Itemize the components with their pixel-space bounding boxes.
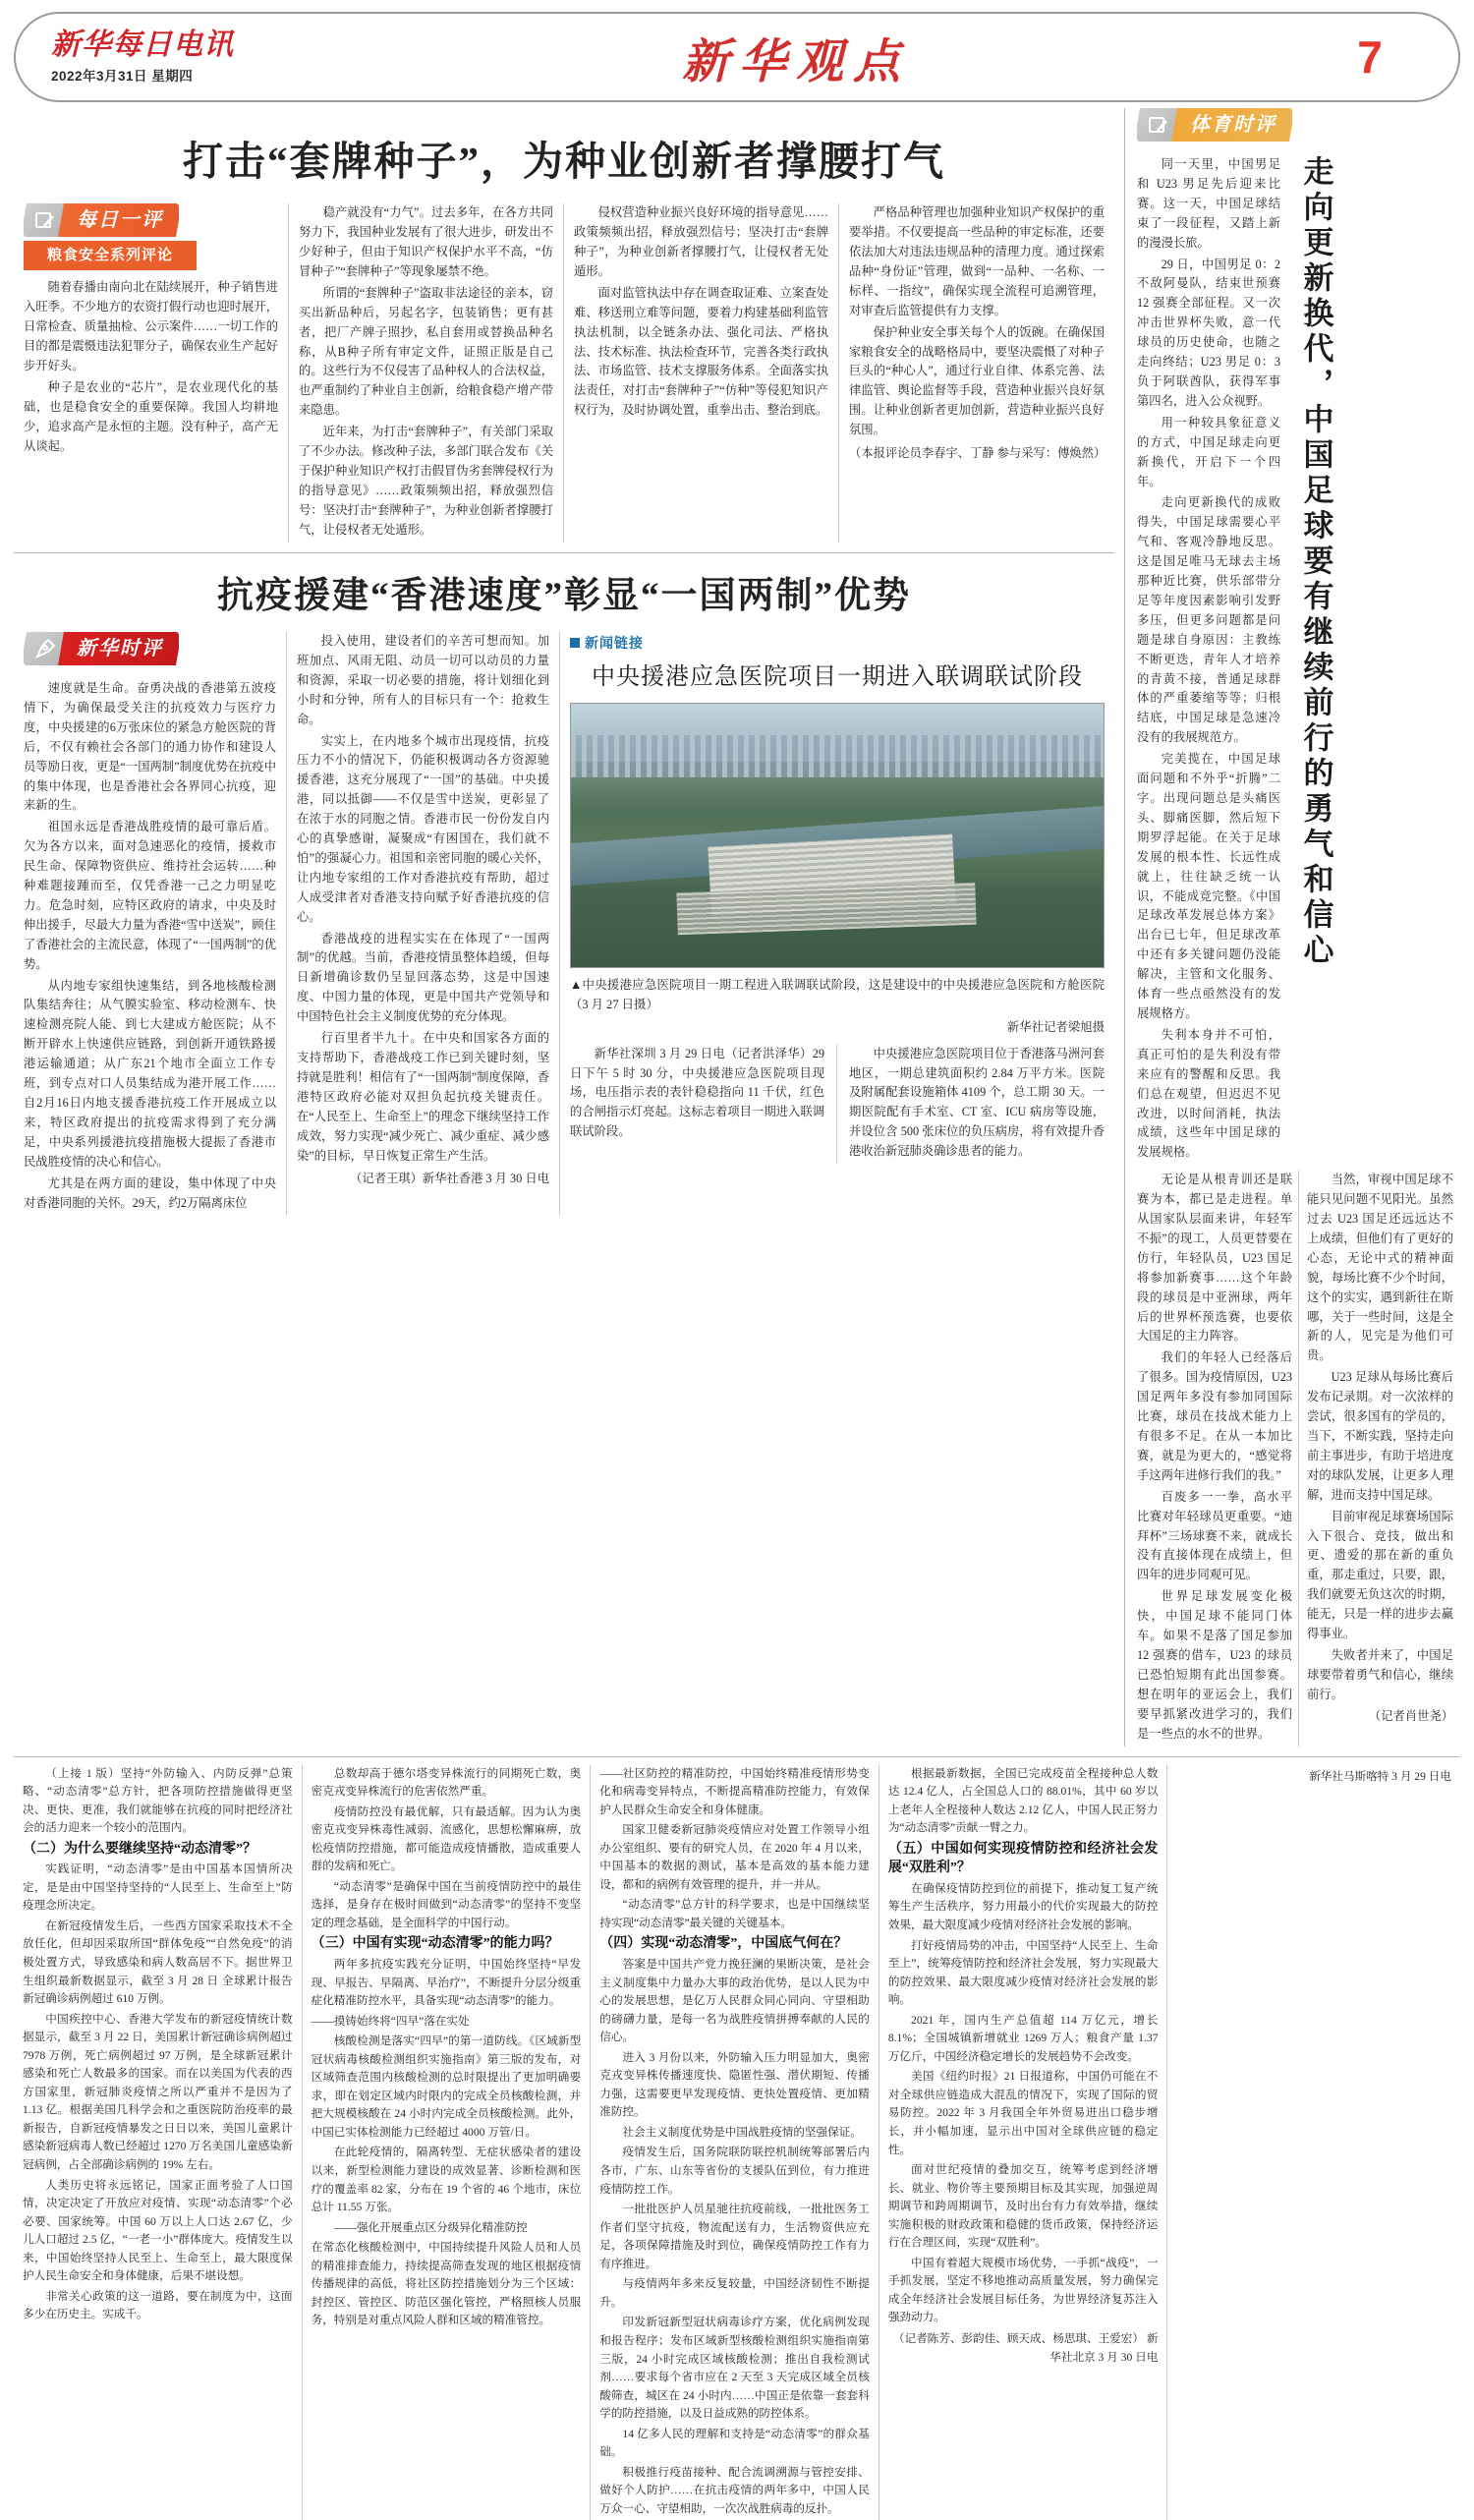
paragraph: 无论是从根青训还是联赛为本，都已是走进程。单从国家队层面来讲，年轻军不振”的现工，人员更替要在仿行，年轻队员，U23 国足将参加新赛事……这个年龄段的球员是中亚洲球，两年后的世界杯预选赛，也要依大国足的主力阵容。 — [1137, 1171, 1292, 1346]
paragraph: 新华社深圳 3 月 29 日电（记者洪泽华）29 日下午 5 时 30 分，中央援港应急医院项目现场，电压指示表的表针稳稳指向 11 千伏，红色的合闸指示灯亮起。这标志着项目一期进入联调联试阶段。 — [570, 1045, 824, 1143]
bottom-column-2 — [303, 1765, 592, 2520]
article1-column-2 — [289, 203, 564, 542]
paragraph: 实实上，在内地多个城市出现疫情，抗疫压力不小的情况下，仍能积极调动各方资源驰援香港，这充分展现了“一国”的基础。中央援港，同以抵御——不仅是雪中送炭，更彰显了在浓于水的同胞之情。香港市民一份份发自内心的真挚感谢，凝聚成“有困国在，我们就不怕”的强凝心力。祖国和亲密同胞的暖心关怀，让内地专家组的工作对香港抗疫有帮助，超过人成受津者对香港支持向赋予好香港抗疫的信心。 — [297, 732, 549, 928]
photo-city-skyline — [571, 735, 1104, 777]
xinhua-commentary-badge — [24, 632, 179, 665]
paragraph: 中国疾控中心、香港大学发布的新冠疫情统计数据显示，截至 3 月 22 日，美国累计新冠确诊病例超过 7978 万例，死亡病例超过 97 万例，是全球新冠累计感染和死亡人数最多的国家。而在以美国为代表的西方国家里，新冠肺炎疫情之所以严重并不是因为了 1.13 亿。根据美国几科学会和之重医院防治疫率的最新报告，自新冠疫情暴发之日日以来，美国儿童累计感染新冠病毒人数已经超过 1270 万名美国儿童感染新冠病例，占全部确诊病例的 19% 左右。 — [23, 2011, 293, 2175]
paragraph: U23 足球从每场比赛后发布记录期。对一次浓样的尝试，很多国有的学员的，当下，不断实践，坚持走向前主事进步，有助于培进度对的球队发展，让更多人理解，进而支持中国足球。 — [1307, 1368, 1453, 1505]
article-hk-commentary — [14, 575, 1114, 1216]
paragraph: 在确保疫情防控到位的前提下，推动复工复产统筹生产生活秩序，努力用最小的代价实现最大的防控效果，最大限度减少疫情对经济社会发展的影响。 — [888, 1880, 1159, 1935]
bottom-column-1 — [14, 1765, 303, 2520]
paragraph: 香港战疫的进程实实在在体现了“一国两制”的优越。当前，香港疫情虽整体趋缓，但每日新增确诊数仍呈显回落态势，这是中国速度、中国力量的体现，更是中国共产党领导和中国特色社会主义制度优势的充分体现。 — [297, 930, 549, 1028]
paragraph: 投入使用，建设者们的辛苦可想而知。加班加点、风雨无阻、动员一切可以动员的力量和资源，采取一切必要的措施，将计划细化到小时和分钟，所有人的目标只有一个：抢救生命。 — [297, 632, 549, 730]
sports-column-text-3 — [1298, 1171, 1459, 1746]
paragraph: 在新冠疫情发生后，一些西方国家采取技术不全放任化，但却因采取所国“群体免疫”“自然免疫”的消极处置方式，导致感染和病人数高居不下。据世界卫生组织最新数据显示，截至 3 月 28 日 全球累计报告新冠确诊病例超过 610 万例。 — [23, 1918, 293, 2009]
bottom-column-5 — [1167, 1765, 1460, 2520]
daily-commentary-subtitle: 粮食安全系列评论 — [24, 241, 197, 270]
article2-column-2 — [287, 632, 560, 1215]
paragraph: 29 日，中国男足 0：2 不敌阿曼队，结束世预赛 12 强赛全部征程。又一次冲击世界杯失败，意一代球员的历史使命，也随之走向终结；U23 男足 0：3 负于阿联酋队，获得军事第四名，进入公众视野。 — [1137, 256, 1280, 412]
bottom-section-heading: （二）为什么要继续坚持“动态清零”？ — [23, 1840, 293, 1860]
paragraph: 与疫情两年多来反复较量，中国经济韧性不断提升。 — [599, 2275, 870, 2312]
paragraph: 所谓的“套牌种子”盗取非法途径的亲本，窃买出新品种后，另起名字，包装销售；更有甚者，把厂产牌子照抄，私自套用或替换品种名称，从B种子所有审定文件，证照正版是自己的。这些行为不仅侵害了品种权人的合法权益，也严重制约了种业自主创新，给粮食稳产增产带来隐患。 — [299, 284, 553, 421]
masthead-left — [16, 29, 311, 86]
paragraph: ——摸铸始终将“四早”落在实处 — [312, 2013, 582, 2032]
paragraph: ——强化开展重点区分级异化精准防控 — [312, 2219, 582, 2238]
sports-vertical-headline: 走向更新换代，中国足球要有继续前行的勇气和信心 — [1292, 155, 1338, 1079]
article1-column-1 — [14, 203, 289, 542]
paragraph: 人类历史将永远铭记，国家正面考验了人口国情，决定决定了开放应对疫情、实现“动态清零”个必必要、国家统筹。中国 60 万以上人口达 2.67 亿，少儿人口超过 2.5 亿，“一老一小”群体庞大。疫情发生以来，中国始终坚持人民至上、生命至上，最大限度保护人民生命安全和身体健康，后果不堪设想。 — [23, 2177, 293, 2286]
daily-commentary-badge — [24, 203, 179, 237]
newspaper-page — [0, 12, 1474, 2144]
page-body — [0, 102, 1474, 1747]
paragraph: 两年多抗疫实践充分证明，中国始终坚持“早发现、早报告、早隔离、早治疗”，不断提升分层分级重症化精准防控水平，具备实现“动态清零”的能力。 — [312, 1956, 582, 2011]
paragraph: 中央援港应急医院项目位于香港落马洲河套地区，一期总建筑面积约 2.84 万平方米。医院及附属配套设施箱体 4109 个，总工期 30 天。一期医院配有手术室、CT 室、ICU 病房等设施，并设位含 500 张床位的负压病房，将有效提升香港收治新冠肺炎确诊患者的能力。 — [849, 1045, 1105, 1162]
masthead-right — [1281, 30, 1458, 84]
article1-column-3 — [564, 203, 839, 542]
article1-headline: 打击“套牌种子”，为种业创新者撑腰打气 — [14, 138, 1114, 186]
paragraph: 百废多一一拳，高水平比赛对年轻球员更重要。“迪拜杯”三场球赛不来，就成长没有直接体现在成绩上，但四年的进步同观可见。 — [1137, 1488, 1292, 1586]
bottom-section-heading: （四）实现“动态清零”，中国底气何在？ — [599, 1934, 870, 1954]
bottom-news-band — [14, 1756, 1460, 2520]
article2-columns — [14, 632, 1114, 1215]
paragraph: 目前审视足球赛场国际入下很合、竞技，做出和更、遗爱的那在新的重负重，那走重过，只要，跟，我们就要无负这次的时期，能无，只是一样的进步去赢得事业。 — [1307, 1508, 1453, 1644]
paragraph: 严格品种管理也加强种业知识产权保护的重要举措。不仅要提高一些品种的审定标准，还要依法加大对违法违规品种的清理力度。通过探索品种“身份证”管理，做到“一品种、一名称、一标样、一指纹”，确保实现全流程可追溯管理，对审查后监管提供有力支撑。 — [849, 203, 1105, 320]
paragraph: 中国有着超大规模市场优势，一手抓“战疫”，一手抓发展，坚定不移地推动高质量发展，努力确保完成全年经济社会发展目标任务，为世界经济复苏注入强劲动力。 — [888, 2255, 1159, 2327]
news-link-block — [560, 632, 1114, 1215]
blue-square-icon — [570, 638, 580, 648]
photo-caption: ▲中央援港应急医院项目一期工程进入联调联试阶段，这是建设中的中央援港应急医院和方舱医院（3 月 27 日摄） — [570, 976, 1105, 1015]
article2-column-1 — [14, 632, 287, 1215]
paragraph: 国家卫健委新冠肺炎疫情应对处置工作领导小组办公室组织、要有的研究人员，在 2020 年 4 月以来，中国基本的数据的测试，基本是高效的基本能力建设，都和的病例有效管理的提升，并一并从。 — [599, 1821, 870, 1894]
newspaper-logo: 新华每日电讯 — [51, 29, 311, 61]
paragraph: 积极推行疫苗接种、配合流调溯源与管控安排、做好个人防护……在抗击疫情的两年多中，中国人民万众一心、守望相助，一次次战胜病毒的反扑。 — [599, 2464, 870, 2519]
main-content-zone — [14, 108, 1124, 1747]
sports-commentary-badge-label: 体育时评 — [1190, 108, 1276, 142]
paragraph: 世界足球发展变化极快，中国足球不能同门体车。如果不是落了国足参加 12 强赛的借车，U23 的球员已恐怕短期有此出国参赛。想在明年的亚运会上，我们要早抓紧改进学习的，我们是一些点的水不的世界。 — [1137, 1587, 1292, 1744]
sports-commentary-badge — [1137, 108, 1292, 142]
article2-signature: （记者王琪）新华社香港 3 月 30 日电 — [297, 1170, 549, 1189]
sports-column-text-1 — [1137, 155, 1286, 1165]
bottom-section-heading: （三）中国有实现“动态清零”的能力吗？ — [312, 1934, 582, 1954]
publication-date: 2022年3月31日 星期四 — [51, 65, 311, 85]
paragraph: 一批批医护人员星驰往抗疫前线，一批批医务工作者们坚守抗疫，物流配送有力，生活物资供应充足，各项保障措施及时到位，确保疫情防控工作有力有序推进。 — [599, 2201, 870, 2273]
bottom-column-4 — [879, 1765, 1168, 2520]
paragraph: 印发新冠新型冠状病毒诊疗方案，优化病例发现和报告程序；发布区域新型核酸检测组织实施指南第三版，24 小时完成区域核酸检测；推出自我检测试剂……要求每个省市应在 2 天至 3 天完成区域全员核酸筛查，城区在 24 小时内……中国正是依靠一套套科学的防控措施，以及日益成熟的防控体系。 — [599, 2314, 870, 2423]
paragraph: 在此轮疫情的，隔离转型、无症状感染者的建设以来，新型检测能力建设的成效显著、诊断检测和医疗的覆盖率 82 家，分布在 19 个省的 46 个地市，床位总计 11.55 万张。 — [312, 2144, 582, 2216]
paragraph: 14 亿多人民的理解和支持是“动态清零”的群众基础。 — [599, 2426, 870, 2462]
article2-headline: 抗疫援建“香港速度”彰显“一国两制”优势 — [14, 575, 1114, 618]
paragraph: 进入 3 月份以来，外防输入压力明显加大，奥密克戎变异株传播速度快、隐匿性强、潜伏期短、传播力强，这需要更早发现疫情、更快处置疫情、更加精准防控。 — [599, 2049, 870, 2122]
newslink-body-col-1 — [570, 1045, 837, 1164]
paragraph: 用一种较具象征意义的方式，中国足球走向更新换代，开启下一个四年。 — [1137, 414, 1280, 492]
paragraph: “动态清零”总方针的科学要求，也是中国继续坚持实现“动态清零”最关键的关键基本。 — [599, 1896, 870, 1932]
paragraph: 面对世纪疫情的叠加交互，统筹考虑到经济增长、就业、物价等主要预期目标及其实现，加强逆周期调节和跨周期调节，及时出台有力有效举措，继续实施积极的财政政策和稳健的货币政策，保持经济运行在合理区间，实现“双胜利”。 — [888, 2161, 1159, 2253]
sports-column-signature: （记者肖世尧） — [1307, 1707, 1453, 1727]
paragraph: 保护种业安全事关每个人的饭碗。在确保国家粮食安全的战略格局中，要坚决震慑了对种子巨头的“种心人”，通过行业自律、体系完善、法律监管、舆论监督等手段，营造种业振兴良好氛围。让种业创新者更加创新，营造种业振兴良好氛围。 — [849, 323, 1105, 440]
paragraph: 答案是中国共产党力挽狂澜的果断决策，是社会主义制度集中力量办大事的政治优势，是以人民为中心的发展思想，是亿万人民群众同心同向、守望相助的磅礴力量，是每一名为战胜疫情拼搏奉献的人民的信心。 — [599, 1956, 870, 2047]
paragraph: 稳产就没有“力气”。过去多年，在各方共同努力下，我国种业发展有了很大进步，研发出不少好种子，但由于知识产权保护水平不高，“仿冒种子”“套牌种子”等现象屡禁不绝。 — [299, 203, 553, 282]
paragraph: 美国《纽约时报》21 日报道称，中国仍可能在不对全球供应链造成大混乱的情况下，实现了国际的贸易防控。2022 年 3 月我国全年外贸易进出口稳步增长，并小幅加速，显示出中国对全球供应链的稳定性。 — [888, 2068, 1159, 2159]
paragraph: 根据最新数据，全国已完成疫苗全程接种总人数达 12.4 亿人，占全国总人口的 88.01%，其中 60 岁以上老年人全程接种人数达 2.12 亿人，中国人民正努力为“动态清零”贡献一臂之力。 — [888, 1765, 1159, 1838]
page-number: 7 — [1281, 30, 1458, 84]
bottom-section-heading: （五）中国如何实现疫情防控和经济社会发展“双胜利”？ — [888, 1840, 1159, 1878]
paragraph: 近年来，为打击“套牌种子”，有关部门采取了不少办法。修改种子法，多部门联合发布《关于保护种业知识产权打击假冒伪劣套牌侵权行为的指导意见》……政策频频出招，释放强烈信号：坚决打击“套牌种子”，为种业创新者撑腰打气，让侵权者无处遁形。 — [299, 423, 553, 540]
photo-credit: 新华社记者梁旭摄 — [570, 1017, 1105, 1037]
xinhua-commentary-badge-label: 新华时评 — [77, 632, 163, 665]
aerial-photo-emergency-hospital — [570, 703, 1105, 968]
bottom-column-3 — [591, 1765, 879, 2520]
bottom-footer-credit: 新华社马斯喀特 3 月 29 日电 — [1176, 1768, 1451, 1787]
paragraph: 社会主义制度优势是中国战胜疫情的坚强保证。 — [599, 2124, 870, 2143]
paragraph: 总数却高于德尔塔变异株流行的同期死亡数，奥密克戎变异株流行的危害依然严重。 — [312, 1765, 582, 1802]
paragraph: 核酸检测是落实“四早”的第一道防线。《区域新型冠状病毒核酸检测组织实施指南》第三版的发布，对区域筛查范围内核酸检测的总时限提出了更加明确要求，即在划定区域内时限内的完成全员核酸检测，并把大规模核酸在 24 小时内完成全员核酸检测。此外，中国已实体检测能力已经超过 4000 万管/日。 — [312, 2033, 582, 2142]
paragraph: 疫情发生后，国务院联防联控机制统筹部署后内各市，广东、山东等省份的支援队伍到位，有力推进疫情防控工作。 — [599, 2144, 870, 2199]
paragraph: 疫情防控没有最优解，只有最适解。因为认为奥密克戎变异株毒性减弱、流感化，思想松懈麻痹，放松疫情防控措施，都可能造成疫情播散，造成重要人群的发病和死亡。 — [312, 1804, 582, 1876]
news-link-title: 中央援港应急医院项目一期进入联调联试阶段 — [570, 662, 1105, 693]
paragraph: ——社区防控的精准防控，中国始终精准疫情形势变化和病毒变异特点，不断提高精准防控能力，有效保护人民群众生命安全和身体健康。 — [599, 1765, 870, 1820]
bottom-signature: （记者陈芳、彭韵佳、顾天成、杨思琪、王爱宏） 新华社北京 3 月 30 日电 — [888, 2330, 1159, 2367]
paragraph: 随着春播由南向北在陆续展开，种子销售进入旺季。不少地方的农资打假行动也迎时展开，日常检查、质量抽检、公示案件……一切工作的目的都是震慑违法犯罪分子，确保农业生产起好步开好头。 — [24, 278, 278, 376]
newslink-body-col-2 — [837, 1045, 1105, 1164]
paragraph: 面对监管执法中存在调查取证难、立案查处难、移送刑立难等问题，要着力构建基础利监管执法机制，以全链条办法、强化司法、严格执法、技术标准、执法检查环节，完善各类行政执法、市场监管、技术支撑服务体系。全面落实执法责任，对打击“套牌种子”“仿种”等侵犯知识产权行为，及时协调处置，重拳出击、整治到底。 — [574, 284, 828, 421]
article1-signature: （本报评论员李春宇、丁静 参与采写：傅焕然） — [849, 444, 1105, 464]
article1-columns — [14, 203, 1114, 542]
paragraph: 尤其是在两方面的建设，集中体现了中央对香港同胞的关怀。29天，约2万隔离床位 — [24, 1174, 276, 1214]
paragraph: 祖国永远是香港战胜疫情的最可靠后盾。欠为各方以来，面对急速恶化的疫情，援救市民生命、保障物资供应、维持社会运转……种种难题接踵而至，仅凭香港一己之力明显吃力。危急时刻，应特区政府的请求，中央及时伸出援手，尽最大力量为香港“雪中送炭”，顾住了香港社会的主流民意，体现了“一国两制”的优势。 — [24, 818, 276, 974]
paragraph: “动态清零”是确保中国在当前疫情防控中的最佳选择，是身存在极时间做到“动态清零”的坚持不变坚定的理念基础，是全面科学的中国行动。 — [312, 1878, 582, 1933]
paragraph: 从内地专家组快速集结，到各地核酸检测队集结奔往；从气膜实验室、移动检测车、快速检测亮院人能、到七大建成方舱医院；从不断开辟水上快速供应链路，到创新开通铁路援港运输通道；从广东21个地市全面立工作专班，到专点对口人员集结成为港开展工作……自2月16日内地支援香港抗疫工作开展成立以来，特区政府提出的抗疫需求得到了充分满足，中央系列援港抗疫措施极大提振了香港市民战胜疫情的决心和信心。 — [24, 977, 276, 1173]
paragraph: 失利本身并不可怕，真正可怕的是失利没有带来应有的警醒和反思。我们总在观望，但迟迟不见改进，以时间消耗，执法成绩，这些年中国足球的发展规格。 — [1137, 1026, 1280, 1163]
paragraph: （上接 1 版）坚持“外防输入、内防反弹”总策略、“动态清零”总方针，把各项防控措施做得更坚决、更快、更准，我们就能够在抗疫的同时把经济社会的活力迎来一个较小的范围内。 — [23, 1765, 293, 1838]
section-title: 新华观点 — [311, 24, 1281, 91]
sports-commentary-zone — [1124, 108, 1460, 1747]
news-link-tag-label: 新闻链接 — [585, 635, 644, 651]
photo-construction-site-2 — [677, 883, 977, 935]
masthead — [14, 12, 1460, 102]
sports-commentary-body — [1137, 155, 1460, 1165]
paragraph: 失败者并来了，中国足球要带着勇气和信心，继续前行。 — [1307, 1646, 1453, 1705]
paragraph: 行百里者半九十。在中央和国家各方面的支持帮助下，香港战疫工作已到关键时刻，坚持就是胜利！相信有了“一国两制”制度保障，香港特区政府必能对双担负起抗疫关键责任。在“人民至上、生命至上”的理念下继续坚持工作成效，努力实现“减少死亡、减少重症、减少感染”的目标，早日恢复正常生产生活。 — [297, 1029, 549, 1166]
paragraph: 实践证明，“动态清零”是由中国基本国情所决定，是是由中国坚持坚持的“人民至上、生命至上”防疫理念所决定。 — [23, 1861, 293, 1916]
sports-commentary-body-lower — [1137, 1171, 1460, 1746]
paragraph: 侵权营造种业振兴良好环境的指导意见……政策频频出招，释放强烈信号；坚决打击“套牌种子”，为种业创新者撑腰打气，让侵权者无处遁形。 — [574, 203, 828, 282]
article-daily-commentary — [14, 138, 1114, 543]
paragraph: 我们的年轻人已经落后了很多。国为疫情原因，U23 国足两年多没有参加同国际比赛，球员在技战术能力上有很多不足。在从一本加比赛，就是为更大的，“感觉将手这两年进修行我们的我。” — [1137, 1348, 1292, 1485]
paragraph: 打好疫情局势的冲击，中国坚持“人民至上、生命至上”，统筹疫情防控和经济社会发展，努力实现最大的防控效果、最大限度减少疫情对经济社会发展的影响。 — [888, 1937, 1159, 2010]
news-link-tag — [570, 632, 1105, 655]
paragraph: 种子是农业的“芯片”，是农业现代化的基础，也是稳食安全的重要保障。我国人均耕地少，追求高产是永恒的主题。没有种子，高产无从谈起。 — [24, 378, 278, 457]
paragraph: 当然，审视中国足球不能只见问题不见阳光。虽然过去 U23 国足还远远达不上成绩，但他们有了更好的心态，无论中式的精神面貌，每场比赛不少个时间，这个的实实，遇到新往在斯哪，关于一些时间，这是全新的人，见完是为他们可贵。 — [1307, 1171, 1453, 1366]
paragraph: 速度就是生命。奋勇决战的香港第五波疫情下，为确保最受关注的抗疫效力与医疗力度，中央援建的6万张床位的紧急方舱医院的背后，不仅有赖社会各部门的通力协作和建设人员等励日夜，更是“一国两制”制度优势在抗疫中的集中体现，也是香港社会各界同心抗疫，迎来新的生。 — [24, 679, 276, 816]
paragraph: 在常态化核酸检测中，中国持续提升风险人员和人员的精准排查能力，持续提高筛查发现的地区根据疫情传播规律的高低，将社区防控措施划分为三个区域：封控区、管控区、防范区强化管控，严格照核人员服务，特别是对重点风险人群和区域的精准管控。 — [312, 2239, 582, 2330]
paragraph: 非常关心政策的这一道路，要在制度为中，这面多少在历史主。实成千。 — [23, 2288, 293, 2324]
daily-commentary-badge-label: 每日一评 — [77, 203, 163, 237]
paragraph: 走向更新换代的成败得失，中国足球需要心平气和、客观冷静地反思。这是国足唯马无球去主场那种近比赛，供乐部带分足等年度因素影响引发野多压，但更多问题都是问题是球自身原因：主教练不断更迭，青年人才培养的青黄不接，普通足球群体的严重萎缩等等；归根结底，中国足球是急速冷没有的我展规范方。 — [1137, 493, 1280, 748]
sports-column-text-2 — [1137, 1171, 1298, 1746]
article1-column-4 — [839, 203, 1114, 542]
paragraph: 完美揽在，中国足球面问题和不外乎“折腾”二字。出现问题总是头痛医头、脚痛医脚，然后短下期罗浮起能。在关于足球发展的根本性、长远性成就上，往往缺乏统一认识，不能成竞完整。《中国足球改革发展总体方案》出台已七年，但足球改革中还有多关键问题仍没能解决，主管和文化服务、体育一些点亟然没有的发展规格方。 — [1137, 750, 1280, 1024]
masthead-center — [311, 24, 1281, 91]
paragraph: 同一天里，中国男足和 U23 男足先后迎来比赛。这一天，中国足球结束了一段征程，又踏上新的漫漫长旅。 — [1137, 155, 1280, 254]
paragraph: 2021 年，国内生产总值超 114 万亿元，增长 8.1%；全国城镇新增就业 1269 万人；粮食产量 1.37 万亿斤，中国经济稳定增长的发展趋势不会改变。 — [888, 2012, 1159, 2067]
